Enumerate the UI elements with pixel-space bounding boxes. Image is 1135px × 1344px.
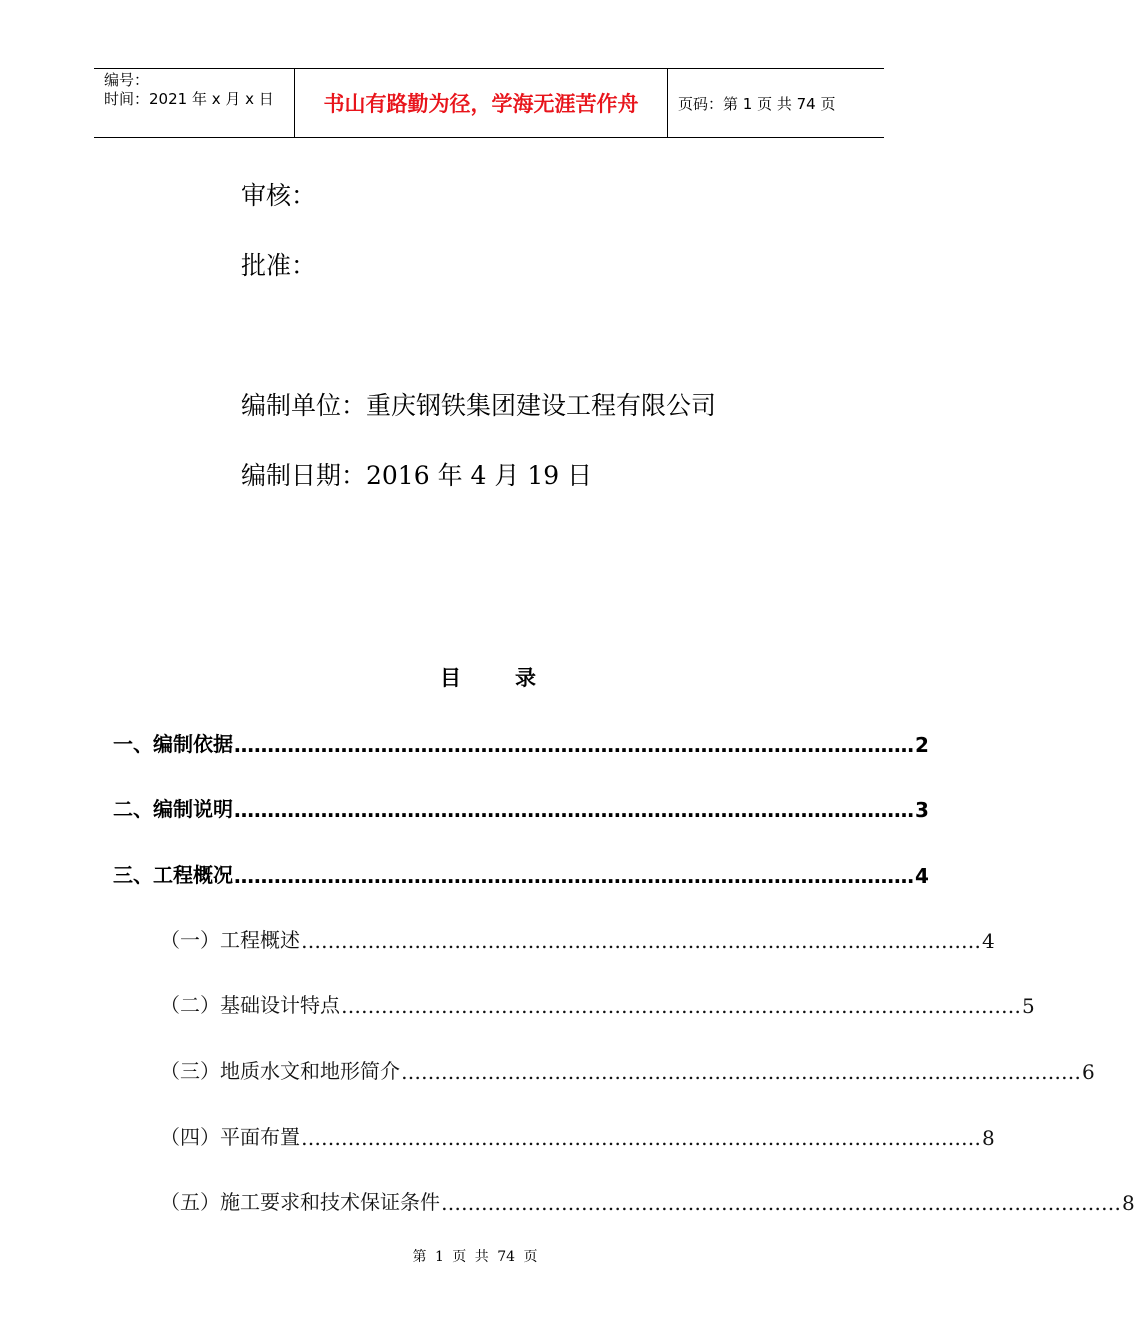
toc-item[interactable]	[160, 1054, 1095, 1084]
page-header	[94, 68, 884, 138]
toc-item-page: 3	[915, 798, 929, 822]
toc-item[interactable]	[160, 1120, 995, 1150]
toc-item[interactable]	[113, 727, 929, 757]
toc-item-label: （五）施工要求和技术保证条件	[160, 1190, 440, 1214]
review-line: 审核：	[241, 181, 317, 210]
toc-item-label: 二、编制说明	[113, 797, 233, 821]
toc-leader-dots: …………………………………………………………………………………………	[301, 929, 981, 953]
toc-item-page: 8	[982, 1126, 995, 1150]
toc-leader-dots: …………………………………………………………………………………………	[341, 994, 1021, 1018]
compile-date: 编制日期：2016 年 4 月 19 日	[241, 461, 593, 490]
header-page-number: 页码：第 1 页 共 74 页	[678, 94, 836, 113]
toc-leader-dots: …………………………………………………………………………………………	[301, 1126, 981, 1150]
toc-item[interactable]	[160, 923, 995, 953]
toc-item[interactable]	[160, 1185, 1135, 1215]
page-footer: 第 1 页 共 74 页	[412, 1249, 538, 1265]
toc-item[interactable]	[160, 988, 1035, 1018]
toc-leader-dots: …………………………………………………………………………………………	[234, 798, 914, 822]
toc-item-page: 4	[915, 864, 929, 888]
toc-leader-dots: …………………………………………………………………………………………	[234, 864, 914, 888]
toc-item-page: 6	[1082, 1060, 1095, 1084]
toc-item-label: （二）基础设计特点	[160, 993, 340, 1017]
toc-title: 目录	[440, 666, 590, 690]
toc-item-label: 三、工程概况	[113, 863, 233, 887]
header-number: 编号：	[104, 71, 150, 89]
header-meta	[94, 69, 295, 137]
header-motto: 书山有路勤为径，学海无涯苦作舟	[295, 69, 668, 137]
header-time: 时间：2021 年 x 月 x 日	[104, 90, 274, 108]
approve-line: 批准：	[241, 251, 317, 280]
toc-item-label: （三）地质水文和地形简介	[160, 1059, 400, 1083]
toc-item-label: （一）工程概述	[160, 928, 300, 952]
toc-leader-dots: …………………………………………………………………………………………	[441, 1191, 1121, 1215]
toc-item-page: 8	[1122, 1191, 1135, 1215]
toc-item[interactable]	[113, 858, 929, 888]
toc-item-page: 2	[915, 733, 929, 757]
compile-unit: 编制单位：重庆钢铁集团建设工程有限公司	[241, 391, 717, 420]
toc-item-label: 一、编制依据	[113, 732, 233, 756]
toc-leader-dots: …………………………………………………………………………………………	[234, 733, 914, 757]
toc-item[interactable]	[113, 792, 929, 822]
toc-leader-dots: …………………………………………………………………………………………	[401, 1060, 1081, 1084]
toc-item-page: 4	[982, 929, 995, 953]
toc-item-page: 5	[1022, 994, 1035, 1018]
toc-item-label: （四）平面布置	[160, 1125, 300, 1149]
